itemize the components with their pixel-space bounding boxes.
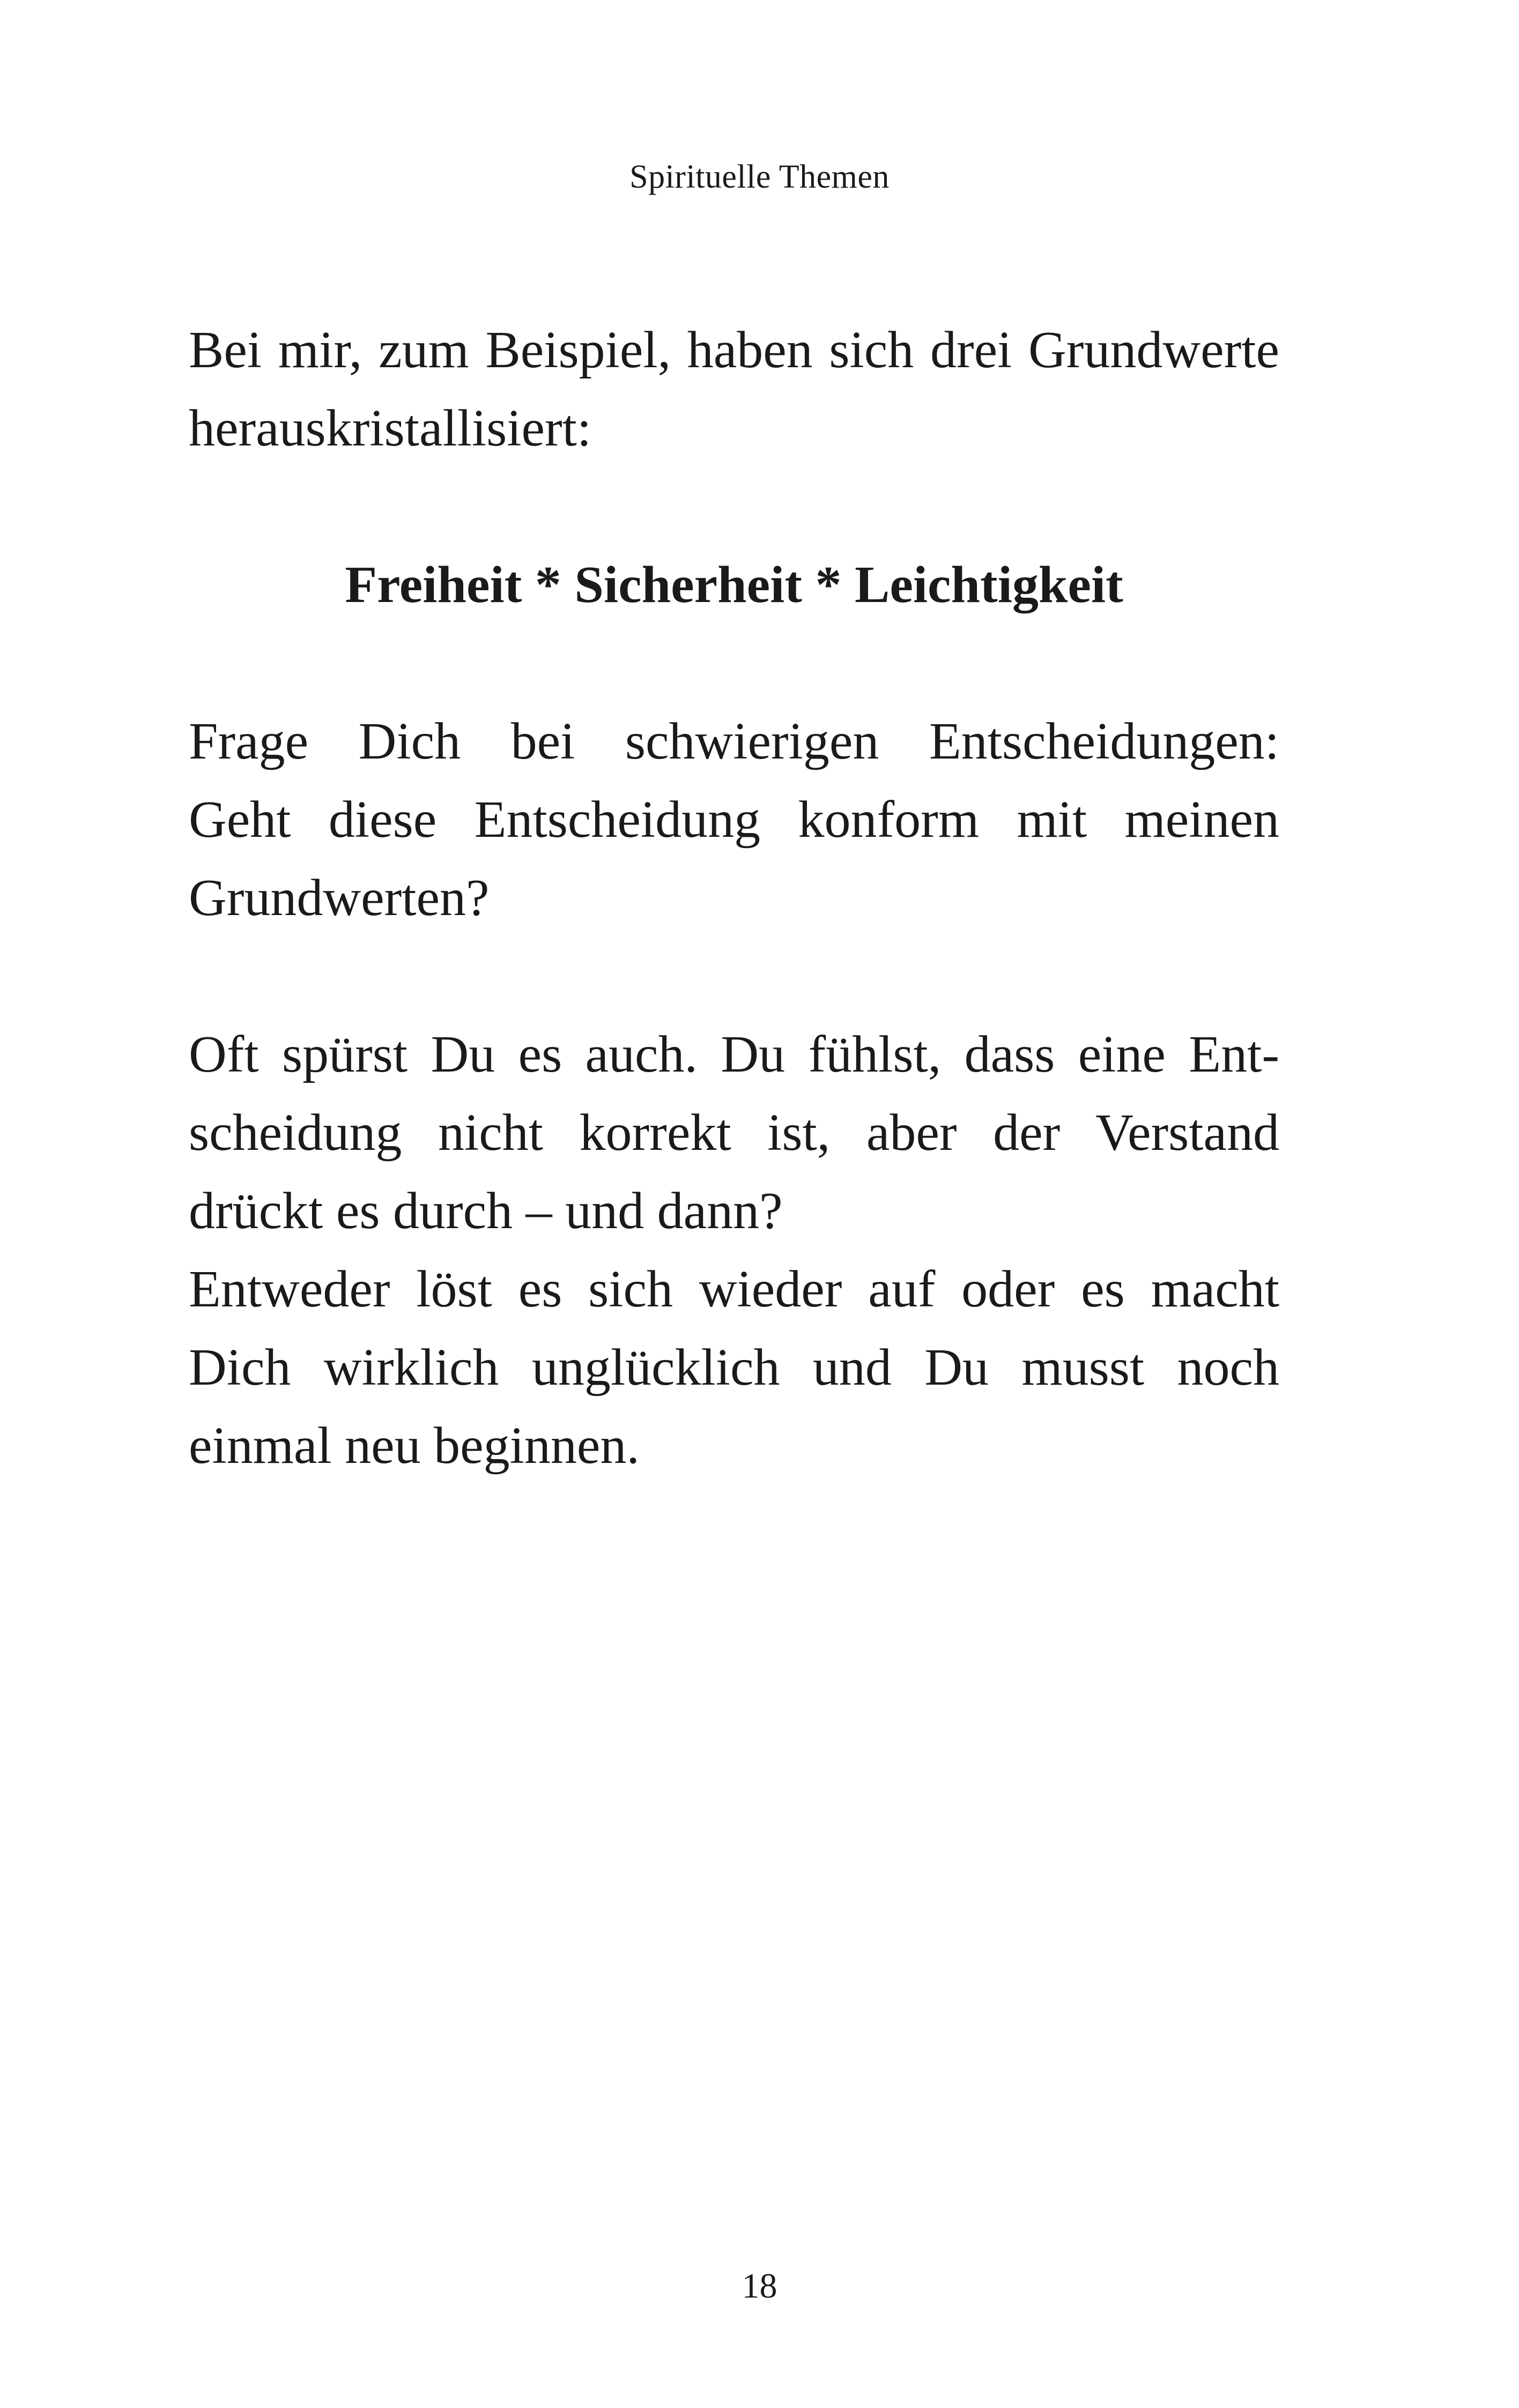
- paragraph-feeling: [189, 1015, 1279, 1250]
- text-line: Oft spürst Du es auch. Du fühlst, dass eine Ent-: [189, 1025, 1279, 1083]
- paragraph-intro: [189, 311, 1279, 467]
- text-line: Entweder löst es sich wieder auf oder es macht: [189, 1260, 1279, 1318]
- core-values-heading: Freiheit * Sicherheit * Leichtigkeit: [345, 556, 1123, 614]
- body-text: [189, 311, 1279, 1485]
- paragraph-question: [189, 702, 1279, 937]
- text-line: Bei mir, zum Beispiel, haben sich drei Grundwerte: [189, 321, 1279, 379]
- text-line: drückt es durch – und dann?: [189, 1182, 783, 1240]
- paragraph-spacer: [189, 937, 1279, 1015]
- page-number: 18: [742, 2266, 777, 2306]
- paragraph-spacer: [189, 467, 1279, 546]
- running-head: Spirituelle Themen: [629, 159, 890, 195]
- paragraph-spacer: [189, 624, 1279, 702]
- paragraph-outcome: [189, 1250, 1279, 1485]
- text-line: einmal neu beginnen.: [189, 1417, 640, 1475]
- text-line: Dich wirklich unglücklich und Du musst noch: [189, 1339, 1279, 1396]
- text-line: scheidung nicht korrekt ist, aber der Verstand: [189, 1104, 1279, 1162]
- text-line: Frage Dich bei schwierigen Entscheidungen:: [189, 712, 1279, 770]
- text-line: herauskristallisiert:: [189, 399, 592, 457]
- text-line: Grundwerten?: [189, 869, 490, 927]
- text-line: Geht diese Entscheidung konform mit meinen: [189, 791, 1279, 849]
